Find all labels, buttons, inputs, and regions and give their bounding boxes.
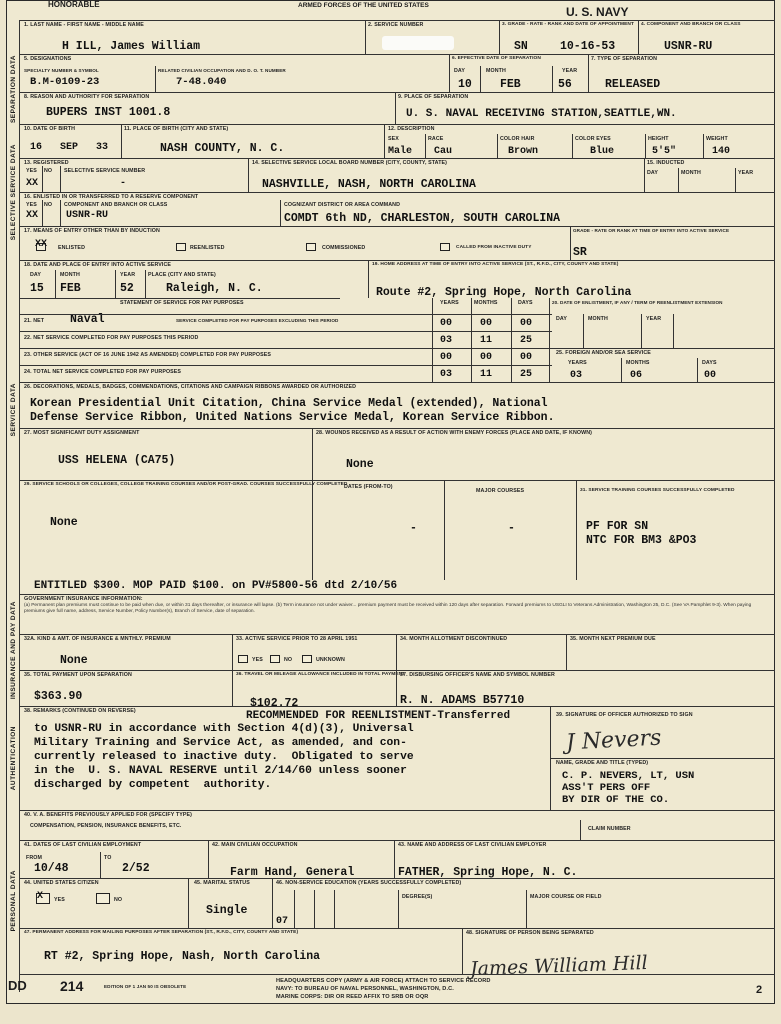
- form-prefix: DD: [8, 978, 27, 993]
- label-pay-years: YEARS: [440, 300, 459, 306]
- armed-forces-title: ARMED FORCES OF THE UNITED STATES: [298, 2, 429, 9]
- label-enlistment-extension: 20. DATE OF ENLISTMENT, IF ANY / TERM OF REENLISTMENT EXTENSION: [552, 300, 723, 305]
- label-this-period: 22. NET SERVICE COMPLETED FOR PAY PURPOSES THIS PERIOD: [24, 335, 199, 341]
- label-registered: 13. REGISTERED: [24, 160, 69, 166]
- r24-months: 11: [480, 369, 493, 380]
- label-pob: 11. PLACE OF BIRTH (CITY AND STATE): [124, 126, 229, 132]
- label-insurance-info: GOVERNMENT INSURANCE INFORMATION:: [24, 596, 143, 602]
- page-number: 2: [756, 984, 763, 996]
- label-entry-grade: GRADE - RATE OR RANK AT TIME OF ENTRY INTO ACTIVE SERVICE: [573, 228, 730, 233]
- label-next-premium: 35. MONTH NEXT PREMIUM DUE: [570, 636, 656, 642]
- label-ind-year: YEAR: [738, 170, 754, 176]
- label-sex: SEX: [388, 136, 399, 142]
- value-total-payment: $363.90: [34, 690, 83, 703]
- value-entry-place: Raleigh, N. C.: [166, 282, 263, 295]
- label-pay-days: DAYS: [518, 300, 533, 306]
- label-statement: STATEMENT OF SERVICE FOR PAY PURPOSES: [120, 300, 244, 306]
- value-dot: 7-48.040: [176, 76, 227, 88]
- label-component: 4. COMPONENT AND BRANCH OR CLASS: [641, 22, 741, 27]
- r24-days: 25: [520, 369, 533, 380]
- label-effective-date: 6. EFFECTIVE DATE OF SEPARATION: [452, 56, 541, 61]
- value-entitled: ENTITLED $300. MOP PAID $100. on PV#5800-56 dtd 2/10/56: [34, 580, 398, 592]
- r23-months: 00: [480, 352, 493, 363]
- label-entry-month: MONTH: [60, 272, 80, 278]
- label-remarks: 38. REMARKS (CONTINUED ON REVERSE): [24, 708, 136, 714]
- label-eyes: COLOR EYES: [575, 136, 611, 142]
- label-marital-status: 45. MARITAL STATUS: [194, 880, 250, 886]
- value-dates-dash: -: [410, 522, 417, 535]
- label-degrees: DEGREE(S): [402, 894, 433, 900]
- label-wounds: 28. WOUNDS RECEIVED AS A RESULT OF ACTION WITH ENEMY FORCES (PLACE AND DATE, IF KNOWN): [316, 430, 592, 436]
- value-reserve-component: USNR-RU: [66, 210, 109, 221]
- r24-years: 03: [440, 369, 453, 380]
- value-entry-day: 15: [30, 282, 44, 295]
- character-of-service: HONORABLE: [48, 0, 100, 9]
- value-wounds: None: [346, 458, 374, 471]
- value-emp-to: 2/52: [122, 862, 150, 875]
- label-res-no: NO: [44, 202, 53, 208]
- label-height: HEIGHT: [648, 136, 669, 142]
- label-last-employer: 43. NAME AND ADDRESS OF LAST CIVILIAN EMPLOYER: [398, 842, 547, 848]
- r21-months: 00: [480, 318, 493, 329]
- label-cognizant-district: COGNIZANT DISTRICT OR AREA COMMAND: [284, 202, 400, 208]
- label-last-employment: 41. DATES OF LAST CIVILIAN EMPLOYMENT: [24, 842, 142, 848]
- insurance-fine-print: (a) Permanent plan premiums must continue to be paid when due, or within 31 days thereafter, or insurance will lapse. (b) Term insurance not under waiver... premium payment must be received within 120 days after separation. Forward premiums to USGLI to Veterans Administration, Washington 25, D.C. (See VA Pamphlet 9-3). When paying premiums give full name, address, Service Number, Policy Number(s), Branch of Service, date of separation.: [24, 603, 752, 614]
- label-sep-year: YEAR: [562, 68, 578, 74]
- label-officer-signature: 39. SIGNATURE OF OFFICER AUTHORIZED TO SIGN: [556, 712, 693, 718]
- label-ind-month: MONTH: [681, 170, 701, 176]
- value-sep-year: 56: [558, 78, 572, 91]
- value-dob-month: SEP: [60, 142, 79, 153]
- label-service-number: 2. SERVICE NUMBER: [368, 22, 424, 28]
- label-specialty: SPECIALTY NUMBER & SYMBOL: [24, 68, 99, 73]
- label-sep-day: DAY: [454, 68, 465, 74]
- label-ext-day: DAY: [556, 316, 567, 322]
- label-dates: DATES (FROM-TO): [344, 484, 393, 490]
- label-local-board: 14. SELECTIVE SERVICE LOCAL BOARD NUMBER (CITY, COUNTY, STATE): [252, 160, 448, 166]
- label-us-citizen: 44. UNITED STATES CITIZEN: [24, 880, 99, 886]
- value-eyes: Blue: [590, 146, 615, 157]
- band-separation-data: SEPARATION DATA: [9, 54, 17, 124]
- label-sep-month: MONTH: [486, 68, 506, 74]
- value-schools: None: [50, 516, 78, 529]
- value-remarks: to USNR-RU in accordance with Section 4(d)(3), Universal Military Training and Service Act, as amended, and con- currently released to inactive duty. Obligated to serve in the U. S. NAVAL RESERVE until 2/14/60 unless sooner discharged by competent authority.: [34, 723, 414, 791]
- label-entry-day: DAY: [30, 272, 41, 278]
- value-sex: Male: [388, 146, 413, 157]
- r21-years: 00: [440, 318, 453, 329]
- label-reason: 8. REASON AND AUTHORITY FOR SEPARATION: [24, 94, 150, 100]
- value-remarks-heading: RECOMMENDED FOR REENLISTMENT-Transferred: [246, 710, 511, 722]
- label-citizen-no: NO: [114, 897, 123, 903]
- value-net-type: Naval: [70, 313, 105, 326]
- footer-marine-line: MARINE CORPS: DIR OR REED AFFIX TO SRB OR OQR: [276, 994, 429, 1000]
- label-dob: 10. DATE OF BIRTH: [24, 126, 76, 132]
- footer-navy-line: NAVY: TO BUREAU OF NAVAL PERSONNEL, WASHINGTON, D.C.: [276, 986, 454, 992]
- label-reg-yes: YES: [26, 168, 37, 174]
- band-personal-data: PERSONAL DATA: [9, 870, 17, 932]
- value-ss-number: -: [120, 178, 127, 189]
- value-insurance: None: [60, 654, 88, 667]
- label-signature-separated: 48. SIGNATURE OF PERSON BEING SEPARATED: [466, 930, 594, 936]
- value-grade: SN: [514, 40, 528, 53]
- label-reg-no: NO: [44, 168, 53, 174]
- label-designations: 5. DESIGNATIONS: [24, 56, 72, 62]
- label-foreign-days: DAYS: [702, 360, 717, 366]
- value-sep-day: 10: [458, 78, 472, 91]
- band-authentication: AUTHENTICATION: [9, 725, 17, 791]
- value-appointment-date: 10-16-53: [560, 40, 616, 53]
- value-entry-month: FEB: [60, 282, 81, 295]
- value-component: USNR-RU: [664, 40, 713, 53]
- label-compensation: COMPENSATION, PENSION, INSURANCE BENEFITS, ETC.: [30, 823, 182, 829]
- value-occupation: Farm Hand, General: [230, 866, 355, 879]
- label-type-separation: 7. TYPE OF SEPARATION: [591, 56, 658, 62]
- band-service-data: SERVICE DATA: [9, 383, 17, 437]
- value-duty: USS HELENA (CA75): [58, 454, 176, 467]
- label-emp-to: TO: [104, 855, 112, 861]
- label-major-courses: MAJOR COURSES: [476, 488, 525, 494]
- value-authority: BUPERS INST 1001.8: [46, 106, 171, 119]
- value-place-separation: U. S. NAVAL RECEIVING STATION,SEATTLE,WN.: [406, 108, 677, 120]
- value-weight: 140: [712, 146, 731, 157]
- foreign-years: 03: [570, 370, 583, 381]
- label-inducted: 15. INDUCTED: [647, 160, 685, 166]
- value-training: PF FOR SN NTC FOR BM3 &PO3: [586, 520, 697, 547]
- value-travel: $102.72: [250, 697, 299, 710]
- r23-days: 00: [520, 352, 533, 363]
- officer-signature: J Nevers: [565, 725, 662, 756]
- label-foreign-years: YEARS: [568, 360, 587, 366]
- label-commissioned: COMMISSIONED: [322, 245, 366, 251]
- value-disbursing: R. N. ADAMS B57710: [400, 694, 525, 707]
- label-ext-year: YEAR: [646, 316, 662, 322]
- label-reserve: 16. ENLISTED IN OR TRANSFERRED TO A RESERVE COMPONENT: [24, 194, 199, 200]
- label-total-payment: 35. TOTAL PAYMENT UPON SEPARATION: [24, 672, 132, 678]
- value-dob-day: 16: [30, 142, 43, 153]
- label-emp-from: FROM: [26, 855, 42, 861]
- veteran-signature: James William Hill: [469, 951, 649, 981]
- label-grade: 3. GRADE - RATE - RANK AND DATE OF APPOINTMENT: [502, 22, 634, 27]
- r22-months: 11: [480, 335, 493, 346]
- label-home-address: 19. HOME ADDRESS AT TIME OF ENTRY INTO ACTIVE SERVICE (ST., R.F.D., CITY, COUNTY AND STATE): [372, 262, 619, 267]
- label-weight: WEIGHT: [706, 136, 728, 142]
- label-hair: COLOR HAIR: [500, 136, 535, 142]
- label-major-field: MAJOR COURSE OR FIELD: [530, 894, 602, 900]
- label-means-entry: 17. MEANS OF ENTRY OTHER THAN BY INDUCTION: [24, 228, 160, 234]
- foreign-days: 00: [704, 370, 717, 381]
- label-res-yes: YES: [26, 202, 37, 208]
- value-employer: FATHER, Spring Hope, N. C.: [398, 866, 578, 879]
- footer-hq-copy: HEADQUARTERS COPY (ARMY & AIR FORCE) ATTACH TO SERVICE RECORD: [276, 978, 491, 984]
- label-race: RACE: [428, 136, 444, 142]
- label-total-service: 24. TOTAL NET SERVICE COMPLETED FOR PAY PURPOSES: [24, 369, 182, 375]
- label-civilian-occupation: RELATED CIVILIAN OCCUPATION AND D. O. T. NUMBER: [158, 68, 286, 73]
- label-called-inactive: CALLED FROM INACTIVE DUTY: [456, 245, 532, 250]
- foreign-months: 06: [630, 370, 643, 381]
- label-reenlisted: REENLISTED: [190, 245, 225, 251]
- label-prior-yes: YES: [252, 657, 263, 663]
- label-service-schools: 29. SERVICE SCHOOLS OR COLLEGES, COLLEGE TRAINING COURSES AND/OR POST-GRAD. COURSES SUCCESSFULLY COMPLETED: [24, 482, 348, 487]
- label-place-separation: 9. PLACE OF SEPARATION: [398, 94, 469, 100]
- label-prior-unknown: UNKNOWN: [316, 657, 345, 663]
- r21-days: 00: [520, 318, 533, 329]
- value-entry-grade: SR: [573, 246, 587, 259]
- branch-of-service: U. S. NAVY: [566, 5, 629, 19]
- value-sep-month: FEB: [500, 78, 521, 91]
- r22-years: 03: [440, 335, 453, 346]
- band-selective-service: SELECTIVE SERVICE DATA: [9, 143, 17, 241]
- label-foreign-sea: 25. FOREIGN AND/OR SEA SERVICE: [556, 350, 651, 356]
- label-excluding-period: SERVICE COMPLETED FOR PAY PURPOSES EXCLUDING THIS PERIOD: [176, 318, 339, 323]
- label-ss-number: SELECTIVE SERVICE NUMBER: [64, 168, 146, 174]
- label-insurance-kind: 32A. KIND & AMT. OF INSURANCE & MNTHLY. PREMIUM: [24, 636, 171, 642]
- label-main-occupation: 42. MAIN CIVILIAN OCCUPATION: [212, 842, 298, 848]
- value-emp-from: 10/48: [34, 862, 69, 875]
- value-decorations: Korean Presidential Unit Citation, China Service Medal (extended), National Defense Service Ribbon, United Nations Service Medal, Korean Service Ribbon.: [30, 397, 555, 424]
- label-entry-place: PLACE (CITY AND STATE): [148, 272, 216, 278]
- r23-years: 00: [440, 352, 453, 363]
- label-net: 21. NET: [24, 318, 45, 324]
- value-officer: C. P. NEVERS, LT, USN ASS'T PERS OFF BY DIR OF THE CO.: [562, 770, 695, 806]
- label-va-benefits: 40. V. A. BENEFITS PREVIOUSLY APPLIED FOR (SPECIFY TYPE): [24, 812, 192, 818]
- value-dob-year: 33: [96, 142, 109, 153]
- r22-days: 25: [520, 335, 533, 346]
- label-entry-date-place: 18. DATE AND PLACE OF ENTRY INTO ACTIVE SERVICE: [24, 262, 172, 268]
- label-duty-assignment: 27. MOST SIGNIFICANT DUTY ASSIGNMENT: [24, 430, 140, 436]
- band-insurance-pay: INSURANCE AND PAY DATA: [9, 600, 17, 700]
- label-training-courses: 31. SERVICE TRAINING COURSES SUCCESSFULLY COMPLETED: [580, 488, 735, 493]
- value-entry-year: 52: [120, 282, 134, 295]
- label-ind-day: DAY: [647, 170, 658, 176]
- value-specialty: B.M-0109-23: [30, 76, 100, 88]
- label-name: 1. LAST NAME - FIRST NAME - MIDDLE NAME: [24, 22, 144, 28]
- label-enlisted: ENLISTED: [58, 245, 85, 251]
- value-sep-type: RELEASED: [605, 78, 661, 91]
- value-pob: NASH COUNTY, N. C.: [160, 142, 285, 155]
- value-education: 07: [276, 916, 289, 927]
- value-district: COMDT 6th ND, CHARLESTON, SOUTH CAROLINA: [284, 212, 561, 225]
- label-decorations: 26. DECORATIONS, MEDALS, BADGES, COMMENDATIONS, CITATIONS AND CAMPAIGN RIBBONS AWARDED OR AUTHORIZED: [24, 384, 357, 390]
- value-registered-yes: XX: [26, 178, 39, 189]
- value-name: H ILL, James William: [62, 40, 201, 53]
- form-number: 214: [60, 978, 84, 994]
- citizen-yes-mark: X: [37, 891, 44, 902]
- value-height: 5'5": [652, 146, 677, 157]
- value-race: Cau: [434, 146, 453, 157]
- value-home-address: Route #2, Spring Hope, North Carolina: [376, 286, 632, 299]
- redacted-service-number: [382, 36, 454, 50]
- label-disbursing: 37. DISBURSING OFFICER'S NAME AND SYMBOL NUMBER: [400, 672, 555, 678]
- label-foreign-months: MONTHS: [626, 360, 650, 366]
- label-reserve-component: COMPONENT AND BRANCH OR CLASS: [64, 202, 168, 208]
- label-officer-name: NAME, GRADE AND TITLE (TYPED): [556, 760, 649, 766]
- value-hair: Brown: [508, 146, 539, 157]
- label-entry-year: YEAR: [120, 272, 136, 278]
- label-prior-service: 33. ACTIVE SERVICE PRIOR TO 28 APRIL 1951: [236, 636, 358, 642]
- label-description: 12. DESCRIPTION: [388, 126, 435, 132]
- enlisted-checkbox: XX: [35, 239, 48, 250]
- label-prior-no: NO: [284, 657, 293, 663]
- label-other-service: 23. OTHER SERVICE (ACT OF 16 JUNE 1942 AS AMENDED) COMPLETED FOR PAY PURPOSES: [24, 352, 271, 358]
- label-education: 46. NON-SERVICE EDUCATION (YEARS SUCCESSFULLY COMPLETED): [276, 880, 462, 886]
- label-claim-number: CLAIM NUMBER: [588, 826, 631, 832]
- label-pay-months: MONTHS: [474, 300, 498, 306]
- value-marital: Single: [206, 904, 248, 917]
- form-edition-note: EDITION OF 1 JAN 50 IS OBSOLETE: [104, 984, 187, 989]
- value-local-board: NASHVILLE, NASH, NORTH CAROLINA: [262, 178, 476, 191]
- value-reserve-yes: XX: [26, 210, 39, 221]
- label-allotment: 34. MONTH ALLOTMENT DISCONTINUED: [400, 636, 508, 642]
- label-permanent-address: 47. PERMANENT ADDRESS FOR MAILING PURPOSES AFTER SEPARATION (ST., R.F.D., CITY, COUNTY AND STATE): [24, 930, 299, 935]
- value-permanent-address: RT #2, Spring Hope, Nash, North Carolina: [44, 950, 321, 963]
- label-citizen-yes: YES: [54, 897, 65, 903]
- label-travel: 36. TRAVEL OR MILEAGE ALLOWANCE INCLUDED IN TOTAL PAYMENT: [236, 672, 406, 677]
- label-ext-month: MONTH: [588, 316, 608, 322]
- value-courses-dash: -: [508, 522, 515, 535]
